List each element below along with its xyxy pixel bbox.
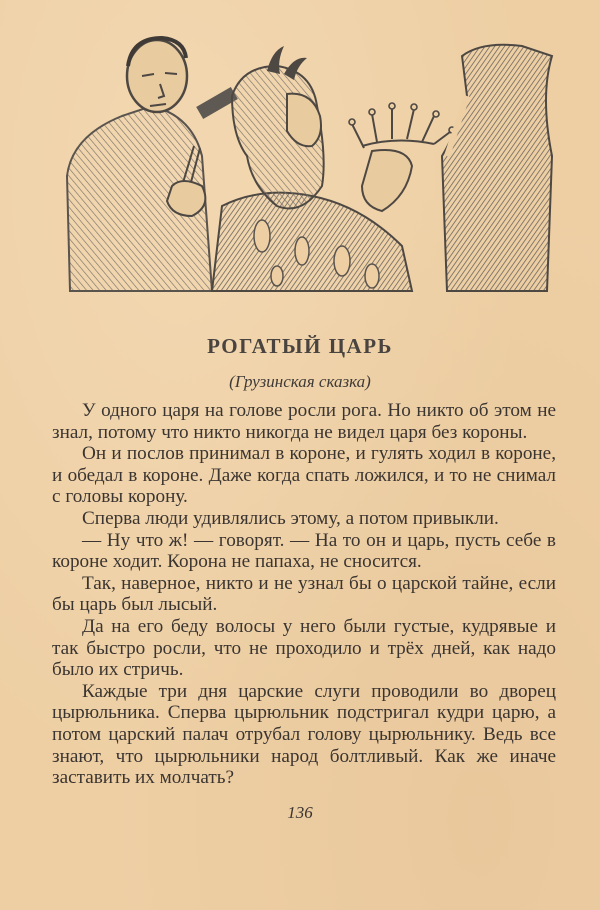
illustration-king-with-horns-icon (62, 36, 562, 298)
paragraph: Сперва люди удивлялись этому, а потом привыкли. (82, 507, 499, 529)
paragraph: У одного царя на голове росли рога. Но никто об этом не знал, потому что никто никогда не видел царя без короны. (52, 400, 556, 443)
paragraph: Каждые три дня царские слуги проводили во дворец цырюльника. Сперва цырюльник подстригал кудри царю, а потом царский палач отрубал голову цырюльнику. Ведь все знают, что цырюльники народ болтливый. Как же иначе заставить их молчать? (52, 680, 556, 789)
story-body (52, 400, 556, 789)
paragraph: Да на его беду волосы у него были густые, кудрявые и так быстро росли, что не проходило и трёх дней, как надо было их стричь. (52, 615, 556, 681)
page-number: 136 (287, 803, 313, 822)
story-title: РОГАТЫЙ ЦАРЬ (207, 334, 393, 358)
paragraph: — Ну что ж! — говорят. — На то он и царь, пусть себе в короне ходит. Корона не папаха, не сносится. (52, 529, 556, 573)
paragraph: Он и послов принимал в короне, и гулять ходил в короне, и обедал в короне. Даже когда спать ложился, и то не снимал с головы корону. (52, 443, 556, 508)
paragraph: Так, наверное, никто и не узнал бы о царской тайне, если бы царь был лысый. (52, 572, 556, 616)
story-subtitle: (Грузинская сказка) (229, 372, 371, 391)
